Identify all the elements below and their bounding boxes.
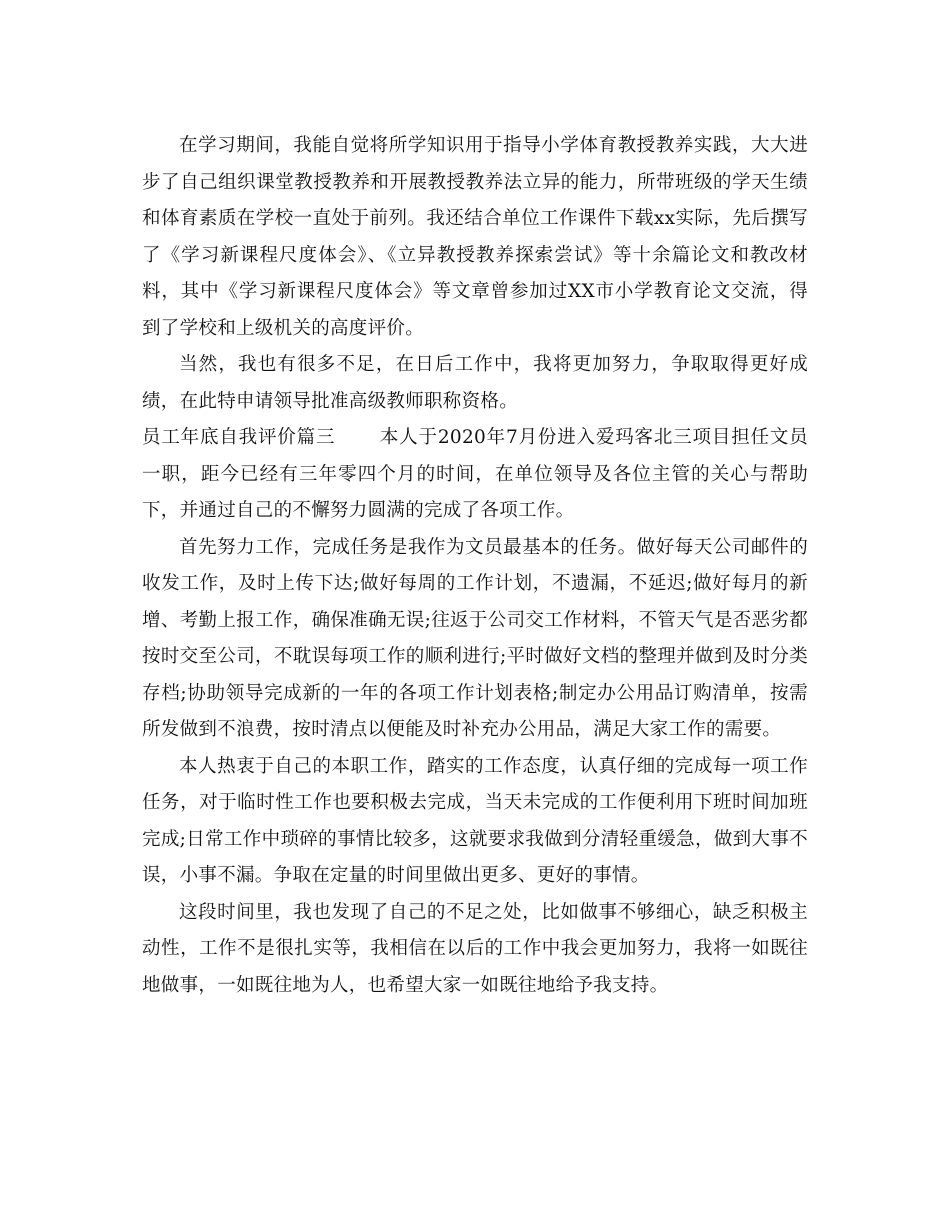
paragraph-application: 当然，我也有很多不足，在日后工作中，我将更加努力，争取取得更好成绩，在此特申请领导批准高级教师职称资格。 (142, 354, 808, 412)
section-heading: 员工年底自我评价篇三 (142, 427, 336, 448)
paragraph-shortcomings: 这段时间里，我也发现了自己的不足之处，比如做事不够细心，缺乏积极主动性，工作不是很扎实等，我相信在以后的工作中我会更加努力，我将一如既往地做事，一如既往地为人，也希望大家一如既往地给予我支持。 (142, 901, 808, 996)
paragraph-attitude: 本人热衷于自己的本职工作，踏实的工作态度，认真仔细的完成每一项工作任务，对于临时性工作也要积极去完成，当天未完成的工作便利用下班时间加班完成;日常工作中琐碎的事情比较多，这就要求我做到分清轻重缓急，做到大事不误，小事不漏。争取在定量的时间里做出更多、更好的事情。 (142, 755, 808, 886)
section-start-paragraph (142, 420, 808, 530)
paragraph-study-period: 在学习期间，我能自觉将所学知识用于指导小学体育教授教养实践，大大进步了自己组织课堂教授教养和开展教授教养法立异的能力，所带班级的学天生绩和体育素质在学校一直处于前列。我还结合单位工作课件下载xx实际，先后撰写了《学习新课程尺度体会》、《立异教授教养探索尝试》等十余篇论文和教改材料，其中《学习新课程尺度体会》等文章曾参加过XX市小学教育论文交流，得到了学校和上级机关的高度评价。 (142, 135, 808, 339)
paragraph-duties: 首先努力工作，完成任务是我作为文员最基本的任务。做好每天公司邮件的收发工作，及时上传下达;做好每周的工作计划，不遗漏，不延迟;做好每月的新增、考勤上报工作，确保准确无误;往返于公司交工作材料，不管天气是否恶劣都按时交至公司，不耽误每项工作的顺利进行;平时做好文档的整理并做到及时分类存档;协助领导完成新的一年的各项工作计划表格;制定办公用品订购清单，按需所发做到不浪费，按时清点以便能及时补充办公用品，满足大家工作的需要。 (142, 536, 808, 740)
section-intro-text: 本人于2020年7月份进入爱玛客北三项目担任文员一职，距今已经有三年零四个月的时间，在单位领导及各位主管的关心与帮助下，并通过自己的不懈努力圆满的完成了各项工作。 (142, 427, 808, 521)
document-body (142, 128, 808, 1004)
